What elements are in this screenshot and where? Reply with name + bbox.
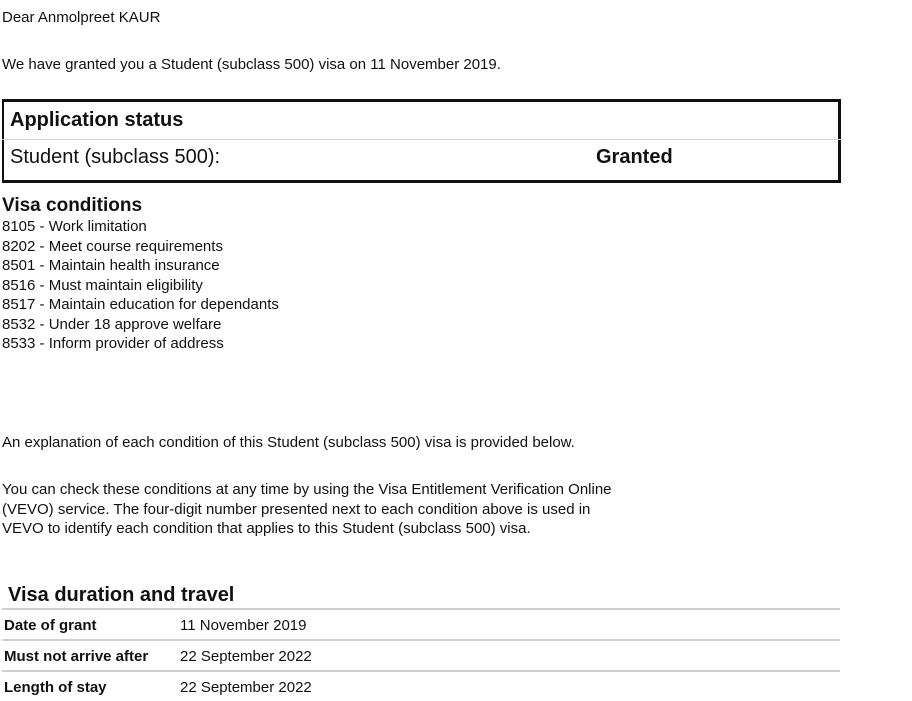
status-badge: Granted — [596, 146, 673, 168]
condition-item: 8501 - Maintain health insurance — [2, 257, 220, 274]
visa-duration-heading: Visa duration and travel — [8, 584, 235, 606]
visa-duration-table — [2, 608, 840, 701]
condition-item: 8517 - Maintain education for dependants — [2, 296, 279, 313]
row-value: 22 September 2022 — [180, 648, 312, 665]
visa-type-label: Student (subclass 500): — [10, 146, 221, 168]
visa-conditions-heading: Visa conditions — [2, 195, 143, 216]
table-row — [2, 639, 840, 670]
row-label: Length of stay — [4, 679, 107, 696]
row-value: 11 November 2019 — [180, 617, 307, 634]
status-divider — [2, 139, 841, 140]
row-value: 22 September 2022 — [180, 679, 312, 696]
visa-conditions-list — [2, 217, 279, 354]
condition-item: 8202 - Meet course requirements — [2, 237, 223, 255]
condition-item: 8532 - Under 18 approve welfare — [2, 315, 222, 333]
condition-item: 8533 - Inform provider of address — [2, 335, 224, 352]
vevo-line: VEVO to identify each condition that applies to this Student (subclass 500) visa. — [2, 520, 531, 537]
vevo-line: You can check these conditions at any time by using the Visa Entitlement Verification Online — [2, 481, 612, 498]
table-row — [2, 608, 840, 639]
greeting: Dear Anmolpreet KAUR — [2, 9, 161, 26]
vevo-line: (VEVO) service. The four-digit number presented next to each condition above is used in — [2, 500, 591, 518]
application-status-box — [2, 99, 841, 183]
vevo-paragraph — [2, 480, 862, 539]
grant-statement: We have granted you a Student (subclass 500) visa on 11 November 2019. — [2, 56, 501, 73]
conditions-explanation: An explanation of each condition of this Student (subclass 500) visa is provided below. — [2, 434, 575, 451]
table-row — [2, 670, 840, 701]
condition-item: 8105 - Work limitation — [2, 218, 147, 235]
row-label: Date of grant — [4, 617, 97, 634]
condition-item: 8516 - Must maintain eligibility — [2, 276, 203, 294]
row-label: Must not arrive after — [4, 648, 149, 665]
application-status-heading: Application status — [10, 109, 184, 131]
